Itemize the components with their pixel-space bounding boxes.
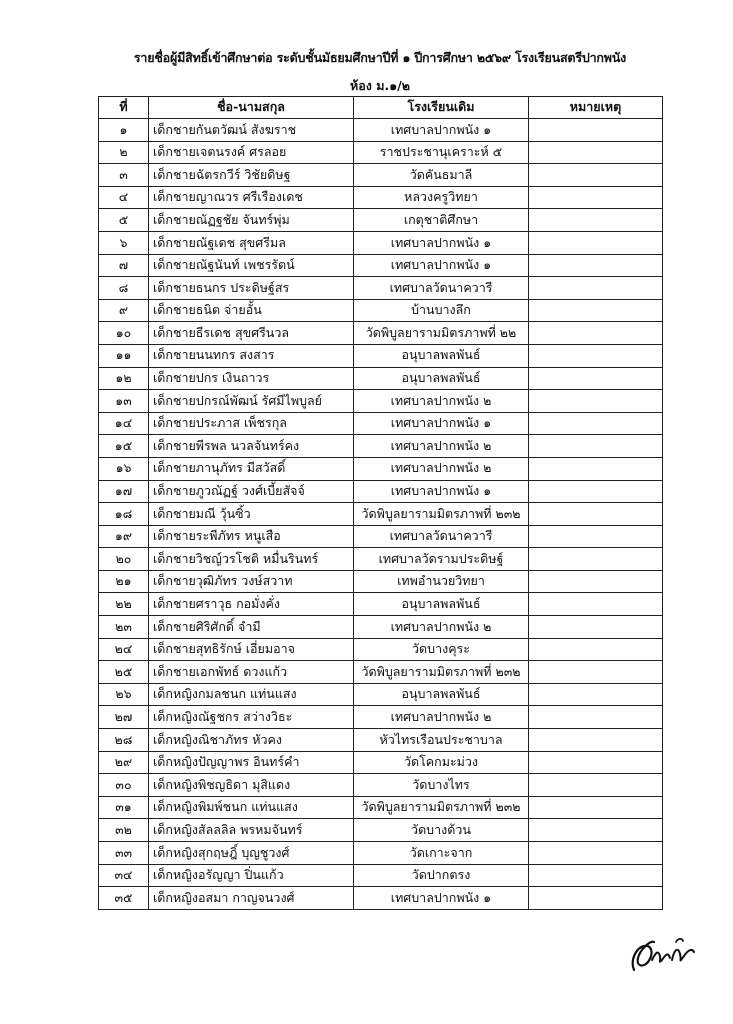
table-row xyxy=(99,457,663,480)
table-row xyxy=(99,661,663,684)
student-name: เด็กหญิงอรัญญา ปิ่นแก้ว xyxy=(149,864,354,887)
table-row xyxy=(99,367,663,390)
row-number: ๓๐ xyxy=(99,774,149,797)
row-number: ๓๓ xyxy=(99,842,149,865)
signature-mark xyxy=(628,930,698,978)
remark xyxy=(529,119,663,142)
document-title: รายชื่อผู้มีสิทธิ์เข้าศึกษาต่อ ระดับชั้นมัธยมศึกษาปีที่ ๑ ปีการศึกษา ๒๕๖๙ โรงเรียนสตรีปากพนัง xyxy=(133,50,627,65)
remark xyxy=(529,480,663,503)
previous-school: อนุบาลพลพันธ์ xyxy=(354,367,529,390)
table-row xyxy=(99,254,663,277)
table-row xyxy=(99,299,663,322)
remark xyxy=(529,186,663,209)
remark xyxy=(529,864,663,887)
table-row xyxy=(99,119,663,142)
row-number: ๒๕ xyxy=(99,661,149,684)
previous-school: เทศบาลวัดนาควารี xyxy=(354,525,529,548)
remark xyxy=(529,457,663,480)
previous-school: วัดพิบูลยารามมิตรภาพที่ ๒๓๒ xyxy=(354,796,529,819)
remark xyxy=(529,842,663,865)
remark xyxy=(529,774,663,797)
table-row xyxy=(99,751,663,774)
previous-school: เทศบาลวัดรามประดิษฐ์ xyxy=(354,548,529,571)
remark xyxy=(529,751,663,774)
table-row xyxy=(99,503,663,526)
row-number: ๕ xyxy=(99,209,149,232)
previous-school: วัดโคกมะม่วง xyxy=(354,751,529,774)
student-name: เด็กชายณัฐนันท์ เพชรรัตน์ xyxy=(149,254,354,277)
student-name: เด็กหญิงกมลชนก แท่นแสง xyxy=(149,683,354,706)
row-number: ๔ xyxy=(99,186,149,209)
table-row xyxy=(99,412,663,435)
student-name: เด็กชายสุทธิรักษ์ เอี่ยมอาจ xyxy=(149,638,354,661)
previous-school: เทศบาลปากพนัง ๑ xyxy=(354,231,529,254)
row-number: ๒๖ xyxy=(99,683,149,706)
row-number: ๓ xyxy=(99,164,149,187)
remark xyxy=(529,593,663,616)
row-number: ๑๙ xyxy=(99,525,149,548)
row-number: ๓๔ xyxy=(99,864,149,887)
previous-school: เทศบาลปากพนัง ๒ xyxy=(354,390,529,413)
student-name: เด็กชายวิชญ์วรโชติ หมื่นรินทร์ xyxy=(149,548,354,571)
student-name: เด็กชายปกร เงินถาวร xyxy=(149,367,354,390)
remark xyxy=(529,164,663,187)
previous-school: เกตุชาติศึกษา xyxy=(354,209,529,232)
student-name: เด็กหญิงณิชาภัทร หัวคง xyxy=(149,729,354,752)
remark xyxy=(529,570,663,593)
row-number: ๒๒ xyxy=(99,593,149,616)
previous-school: เทศบาลปากพนัง ๒ xyxy=(354,457,529,480)
previous-school: วัดพิบูลยารามมิตรภาพที่ ๒๓๒ xyxy=(354,503,529,526)
remark xyxy=(529,638,663,661)
row-number: ๓๑ xyxy=(99,796,149,819)
remark xyxy=(529,254,663,277)
table-row xyxy=(99,141,663,164)
student-name: เด็กชายภานุภัทร มีสวัสดิ์ xyxy=(149,457,354,480)
previous-school: วัดเกาะจาก xyxy=(354,842,529,865)
table-row xyxy=(99,706,663,729)
remark xyxy=(529,706,663,729)
previous-school: ราชประชานุเคราะห์ ๕ xyxy=(354,141,529,164)
table-row xyxy=(99,638,663,661)
student-name: เด็กหญิงสุกฤษฎิ์ บุญชูวงศ์ xyxy=(149,842,354,865)
header-school: โรงเรียนเดิม xyxy=(354,97,529,119)
student-name: เด็กหญิงปัญญาพร อินทร์คำ xyxy=(149,751,354,774)
row-number: ๒๗ xyxy=(99,706,149,729)
remark xyxy=(529,231,663,254)
previous-school: เทศบาลปากพนัง ๒ xyxy=(354,616,529,639)
previous-school: หลวงครูวิทยา xyxy=(354,186,529,209)
student-name: เด็กชายณัฐเดช สุขศรีมล xyxy=(149,231,354,254)
previous-school: เทพอำนวยวิทยา xyxy=(354,570,529,593)
student-name: เด็กชายกันตวัฒน์ สังฆราช xyxy=(149,119,354,142)
header-row xyxy=(99,97,663,119)
remark xyxy=(529,435,663,458)
table-row xyxy=(99,186,663,209)
student-name: เด็กชายศิริศักดิ์ จำมี xyxy=(149,616,354,639)
row-number: ๒๐ xyxy=(99,548,149,571)
table-row xyxy=(99,683,663,706)
table-row xyxy=(99,277,663,300)
table-row xyxy=(99,390,663,413)
table-row xyxy=(99,435,663,458)
previous-school: เทศบาลปากพนัง ๑ xyxy=(354,254,529,277)
table-row xyxy=(99,231,663,254)
table-row xyxy=(99,322,663,345)
previous-school: อนุบาลพลพันธ์ xyxy=(354,593,529,616)
previous-school: เทศบาลปากพนัง ๑ xyxy=(354,887,529,910)
row-number: ๑๑ xyxy=(99,344,149,367)
remark xyxy=(529,141,663,164)
remark xyxy=(529,796,663,819)
table-row xyxy=(99,525,663,548)
student-name: เด็กชายธีรเดช สุขศรีนวล xyxy=(149,322,354,345)
table-body xyxy=(99,119,663,910)
previous-school: วัดบางคุระ xyxy=(354,638,529,661)
row-number: ๓๕ xyxy=(99,887,149,910)
previous-school: อนุบาลพลพันธ์ xyxy=(354,344,529,367)
remark xyxy=(529,887,663,910)
student-name: เด็กชายเอกพัทธ์ ดวงแก้ว xyxy=(149,661,354,684)
remark xyxy=(529,412,663,435)
student-name: เด็กชายพีรพล นวลจันทร์คง xyxy=(149,435,354,458)
remark xyxy=(529,525,663,548)
remark xyxy=(529,277,663,300)
table-row xyxy=(99,570,663,593)
student-name: เด็กชายณัฏฐชัย จันทร์พุ่ม xyxy=(149,209,354,232)
row-number: ๙ xyxy=(99,299,149,322)
table-row xyxy=(99,729,663,752)
student-name: เด็กชายวุฒิภัทร วงษ์สวาท xyxy=(149,570,354,593)
row-number: ๓๒ xyxy=(99,819,149,842)
previous-school: วัดคันธมาลี xyxy=(354,164,529,187)
student-name: เด็กชายญาณวร ศรีเรืองเดช xyxy=(149,186,354,209)
row-number: ๒ xyxy=(99,141,149,164)
row-number: ๘ xyxy=(99,277,149,300)
header-no: ที่ xyxy=(99,97,149,119)
table-row xyxy=(99,887,663,910)
previous-school: วัดบางไทร xyxy=(354,774,529,797)
table-row xyxy=(99,480,663,503)
remark xyxy=(529,616,663,639)
remark xyxy=(529,322,663,345)
student-name: เด็กชายประภาส เพ็ชรกุล xyxy=(149,412,354,435)
row-number: ๑๐ xyxy=(99,322,149,345)
previous-school: อนุบาลพลพันธ์ xyxy=(354,683,529,706)
previous-school: วัดพิบูลยารามมิตรภาพที่ ๒๓๒ xyxy=(354,661,529,684)
student-name: เด็กหญิงพิชญธิดา มุสิแดง xyxy=(149,774,354,797)
table-row xyxy=(99,774,663,797)
student-name: เด็กหญิงอสมา กาญจนวงศ์ xyxy=(149,887,354,910)
previous-school: บ้านบางลึก xyxy=(354,299,529,322)
remark xyxy=(529,209,663,232)
previous-school: เทศบาลปากพนัง ๑ xyxy=(354,119,529,142)
student-name: เด็กชายธนกร ประดิษฐ์สร xyxy=(149,277,354,300)
student-name: เด็กชายปกรณ์พัฒน์ รัศมีไพบูลย์ xyxy=(149,390,354,413)
table-row xyxy=(99,164,663,187)
previous-school: เทศบาลปากพนัง ๒ xyxy=(354,706,529,729)
student-roster-table xyxy=(98,96,663,910)
row-number: ๑๒ xyxy=(99,367,149,390)
previous-school: เทศบาลปากพนัง ๑ xyxy=(354,480,529,503)
previous-school: วัดปากตรง xyxy=(354,864,529,887)
table-row xyxy=(99,548,663,571)
row-number: ๑๖ xyxy=(99,457,149,480)
table-row xyxy=(99,864,663,887)
header-name: ชื่อ-นามสกุล xyxy=(149,97,354,119)
table-row xyxy=(99,616,663,639)
previous-school: วัดพิบูลยารามมิตรภาพที่ ๒๒ xyxy=(354,322,529,345)
table-row xyxy=(99,796,663,819)
row-number: ๒๑ xyxy=(99,570,149,593)
student-name: เด็กชายนนทกร สงสาร xyxy=(149,344,354,367)
table-row xyxy=(99,842,663,865)
student-name: เด็กชายระพีภัทร หนูเสือ xyxy=(149,525,354,548)
row-number: ๗ xyxy=(99,254,149,277)
table-row xyxy=(99,209,663,232)
student-name: เด็กหญิงสัลลลิล พรหมจันทร์ xyxy=(149,819,354,842)
row-number: ๑๘ xyxy=(99,503,149,526)
student-name: เด็กชายธนิต จ่ายอั้น xyxy=(149,299,354,322)
remark xyxy=(529,661,663,684)
remark xyxy=(529,299,663,322)
class-room-label: ห้อง ม.๑/๒ xyxy=(350,78,410,93)
remark xyxy=(529,503,663,526)
remark xyxy=(529,683,663,706)
table-row xyxy=(99,593,663,616)
row-number: ๑๓ xyxy=(99,390,149,413)
previous-school: เทศบาลวัดนาควารี xyxy=(354,277,529,300)
header-note: หมายเหตุ xyxy=(529,97,663,119)
student-name: เด็กหญิงพิมพ์ชนก แท่นแสง xyxy=(149,796,354,819)
row-number: ๒๓ xyxy=(99,616,149,639)
row-number: ๒๙ xyxy=(99,751,149,774)
row-number: ๑๗ xyxy=(99,480,149,503)
row-number: ๑ xyxy=(99,119,149,142)
row-number: ๒๘ xyxy=(99,729,149,752)
student-name: เด็กชายศราวุธ กอมั่งคั่ง xyxy=(149,593,354,616)
remark xyxy=(529,367,663,390)
table-header xyxy=(99,97,663,119)
student-name: เด็กชายมณี วุ้นซิ้ว xyxy=(149,503,354,526)
table-row xyxy=(99,819,663,842)
row-number: ๑๔ xyxy=(99,412,149,435)
remark xyxy=(529,729,663,752)
student-name: เด็กชายภูวณัฏฐ์ วงศ์เบี้ยสัจจ์ xyxy=(149,480,354,503)
previous-school: เทศบาลปากพนัง ๒ xyxy=(354,435,529,458)
row-number: ๖ xyxy=(99,231,149,254)
student-name: เด็กหญิงณัฐชกร สว่างวิธะ xyxy=(149,706,354,729)
previous-school: หัวไทรเรือนประชาบาล xyxy=(354,729,529,752)
remark xyxy=(529,548,663,571)
student-name: เด็กชายเจตนรงค์ ศรลอย xyxy=(149,141,354,164)
remark xyxy=(529,819,663,842)
row-number: ๑๕ xyxy=(99,435,149,458)
previous-school: วัดบางด้วน xyxy=(354,819,529,842)
student-name: เด็กชายฉัตรกวีร์ วิชัยดิษฐ xyxy=(149,164,354,187)
table-row xyxy=(99,344,663,367)
previous-school: เทศบาลปากพนัง ๑ xyxy=(354,412,529,435)
remark xyxy=(529,344,663,367)
row-number: ๒๔ xyxy=(99,638,149,661)
remark xyxy=(529,390,663,413)
